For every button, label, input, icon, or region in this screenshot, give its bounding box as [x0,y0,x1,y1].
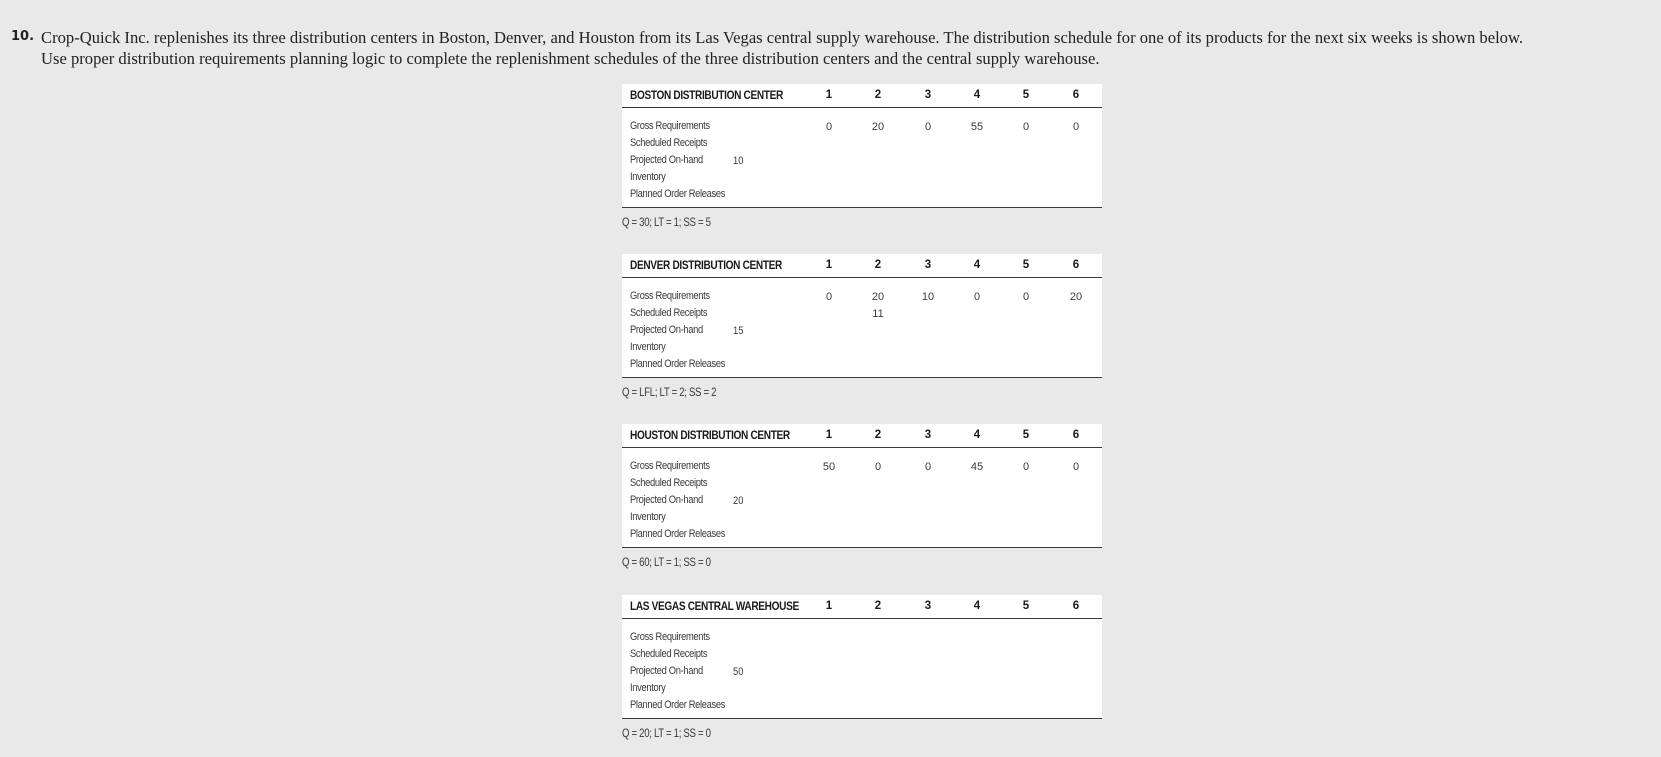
initial-on-hand: 20 [733,495,744,507]
table-parameters: Q = 60; LT = 1; SS = 0 [622,557,711,569]
schedule-card [622,595,1102,719]
period-header: 1 [825,600,833,612]
schedule-card [622,254,1102,378]
question-text-line-2: Use proper distribution requirements planning logic to complete the replenishment schedules of the three distribution centers and the central supply warehouse. [41,49,1100,68]
initial-on-hand: 50 [733,666,744,678]
las-vegas-table [622,595,1102,740]
period-header: 6 [1072,600,1080,612]
row-label-projected: Projected On-hand [630,154,703,166]
period-header: 3 [924,429,932,441]
period-header: 2 [874,600,882,612]
gross-cell: 20 [1069,291,1083,303]
period-header: 5 [1022,259,1030,271]
row-label-scheduled: Scheduled Receipts [630,137,708,149]
gross-cell: 0 [825,291,833,303]
gross-cell: 0 [924,461,932,473]
center-name: HOUSTON DISTRIBUTION CENTER [630,428,790,442]
schedule-card [622,84,1102,208]
row-label-scheduled: Scheduled Receipts [630,648,708,660]
period-header: 5 [1022,429,1030,441]
center-name: DENVER DISTRIBUTION CENTER [630,258,783,272]
gross-cell: 20 [871,121,885,133]
gross-cell: 50 [822,461,836,473]
period-header: 4 [973,600,981,612]
gross-cell: 0 [1072,461,1080,473]
period-header: 6 [1072,259,1080,271]
question-number: 10. [11,29,35,44]
period-header: 1 [825,429,833,441]
table-header [622,595,1102,619]
table-header [622,424,1102,448]
period-header: 2 [874,259,882,271]
gross-cell: 20 [871,291,885,303]
gross-cell: 0 [973,291,981,303]
period-header: 1 [825,89,833,101]
period-header: 3 [924,259,932,271]
boston-table [622,84,1102,229]
center-name: LAS VEGAS CENTRAL WAREHOUSE [630,599,799,613]
period-header: 3 [924,600,932,612]
row-label-gross: Gross Requirements [630,631,710,643]
gross-cell: 0 [924,121,932,133]
period-header: 4 [973,259,981,271]
table-parameters: Q = 30; LT = 1; SS = 5 [622,217,711,229]
row-label-inventory: Inventory [630,171,666,183]
gross-cell: 0 [1022,291,1030,303]
row-label-inventory: Inventory [630,682,666,694]
gross-cell: 0 [1022,461,1030,473]
row-label-projected: Projected On-hand [630,324,703,336]
row-label-scheduled: Scheduled Receipts [630,477,708,489]
question-text [41,27,1656,69]
gross-cell: 55 [970,121,984,133]
row-label-planned: Planned Order Releases [630,188,726,200]
top-edge [0,0,1661,4]
schedule-card [622,424,1102,548]
gross-cell: 0 [874,461,882,473]
row-label-gross: Gross Requirements [630,290,710,302]
period-header: 6 [1072,429,1080,441]
period-header: 4 [973,89,981,101]
houston-table [622,424,1102,569]
gross-cell: 0 [1072,121,1080,133]
period-header: 2 [874,89,882,101]
row-label-projected: Projected On-hand [630,494,703,506]
row-label-planned: Planned Order Releases [630,699,726,711]
gross-cell: 10 [921,291,935,303]
initial-on-hand: 15 [733,325,744,337]
period-header: 6 [1072,89,1080,101]
table-header [622,84,1102,108]
gross-cell: 0 [825,121,833,133]
period-header: 2 [874,429,882,441]
period-header: 1 [825,259,833,271]
gross-cell: 0 [1022,121,1030,133]
row-label-inventory: Inventory [630,511,666,523]
row-label-gross: Gross Requirements [630,460,710,472]
period-header: 5 [1022,89,1030,101]
row-label-planned: Planned Order Releases [630,528,726,540]
period-header: 4 [973,429,981,441]
question-text-line-1: Crop-Quick Inc. replenishes its three distribution centers in Boston, Denver, and Houston from its Las Vegas central supply warehouse. The distribution schedule for one of its products for the next six weeks is shown below. [41,28,1524,47]
row-label-gross: Gross Requirements [630,120,710,132]
scheduled-cell: 11 [872,308,884,320]
denver-table [622,254,1102,399]
period-header: 3 [924,89,932,101]
table-header [622,254,1102,278]
period-header: 5 [1022,600,1030,612]
center-name: BOSTON DISTRIBUTION CENTER [630,88,783,102]
row-label-projected: Projected On-hand [630,665,703,677]
row-label-scheduled: Scheduled Receipts [630,307,708,319]
row-label-inventory: Inventory [630,341,666,353]
table-parameters: Q = LFL; LT = 2; SS = 2 [622,387,717,399]
initial-on-hand: 10 [733,155,744,167]
table-parameters: Q = 20; LT = 1; SS = 0 [622,728,711,740]
row-label-planned: Planned Order Releases [630,358,726,370]
gross-cell: 45 [970,461,984,473]
